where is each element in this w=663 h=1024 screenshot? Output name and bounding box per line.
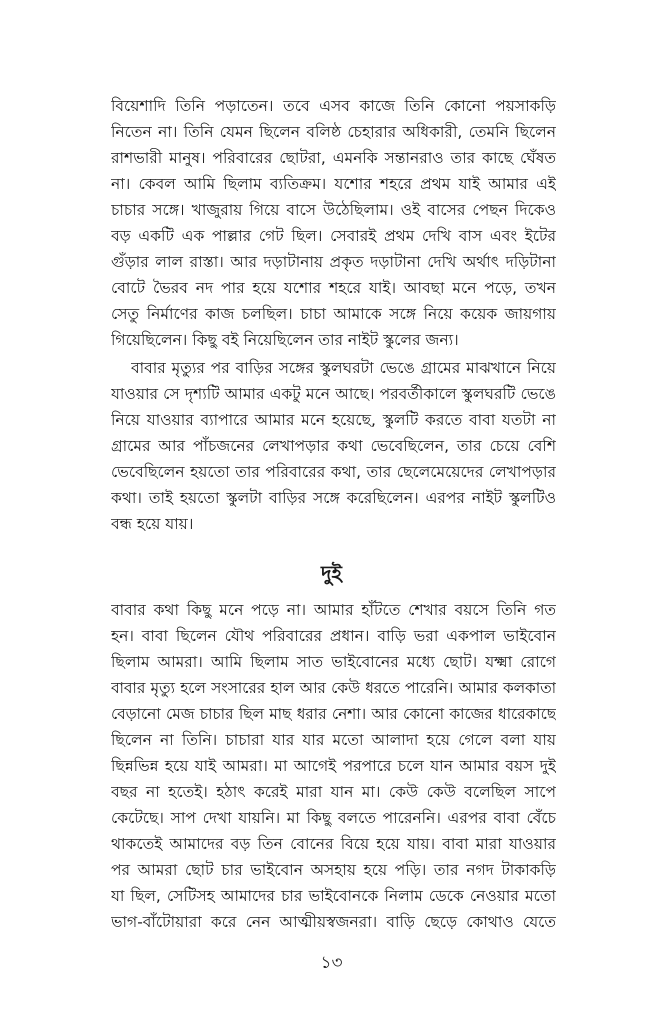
text-line: বছর না হতেই। হঠাৎ করেই মারা যান মা। কেউ কেউ বলেছিল সাপে [111,783,556,801]
text-line: চাচার সঙ্গে। খাজুরায় গিয়ে বাসে উঠেছিলাম। ওই বাসের পেছন দিকেও [111,201,556,219]
text-line: পর আমরা ছোট চার ভাইবোন অসহায় হয়ে পড়ি। তার নগদ টাকাকড়ি [111,861,556,879]
text-line: যা ছিল, সেটিসহ আমাদের চার ভাইবোনকে নিলাম ডেকে নেওয়ার মতো [111,887,556,905]
text-line: রাশভারী মানুষ। পরিবারের ছোটরা, এমনকি সন্তানরাও তার কাছে ঘেঁষত [111,149,556,167]
text-line: সেতু নির্মাণের কাজ চলছিল। চাচা আমাকে সঙ্গে নিয়ে কয়েক জায়গায় [111,305,556,323]
text-line: নিতেন না। তিনি যেমন ছিলেন বলিষ্ঠ চেহারার অধিকারী, তেমনি ছিলেন [111,123,556,141]
text-line: গ্রামের আর পাঁচজনের লেখাপড়ার কথা ভেবেছিলেন, তার চেয়ে বেশি [111,437,556,455]
text-line: নিয়ে যাওয়ার ব্যাপারে আমার মনে হয়েছে, স্কুলটি করতে বাবা যতটা না [111,411,556,429]
page-number: ১৩ [320,953,343,973]
text-line: বাবার মৃত্যু হলে সংসারের হাল আর কেউ ধরতে পারেনি। আমার কলকাতা [111,679,556,697]
text-line: গিয়েছিলেন। কিছু বই নিয়েছিলেন তার নাইট স্কুলের জন্য। [111,331,459,349]
text-line: বন্ধ হয়ে যায়। [111,515,194,533]
text-line: বাবার কথা কিছু মনে পড়ে না। আমার হাঁটতে শেখার বয়সে তিনি গত [111,601,556,619]
text-line: কথা। তাই হয়তো স্কুলটা বাড়ির সঙ্গে করেছিলেন। এরপর নাইট স্কুলটিও [111,489,556,507]
text-line: ছিলেন না তিনি। চাচারা যার যার মতো আলাদা হয়ে গেলে বলা যায় [111,731,556,749]
text-line: গুঁড়ার লাল রাস্তা। আর দড়াটানায় প্রকৃত দড়াটানা দেখি অর্থাৎ দড়িটানা [111,253,556,271]
text-line: ভেবেছিলেন হয়তো তার পরিবারের কথা, তার ছেলেমেয়েদের লেখাপড়ার [111,463,556,481]
text-line: বোটে ভৈরব নদ পার হয়ে যশোর শহরে যাই। আবছা মনে পড়ে, তখন [111,279,556,297]
chapter-heading: দুই [321,561,342,585]
text-line: ভাগ-বাঁটোয়ারা করে নেন আত্মীয়স্বজনরা। বাড়ি ছেড়ে কোথাও যেতে [111,913,556,931]
text-line: যাওয়ার সে দৃশ্যটি আমার একটু মনে আছে। পরবর্তীকালে স্কুলঘরটি ভেঙে [111,385,556,403]
text-line: না। কেবল আমি ছিলাম ব্যতিক্রম। যশোর শহরে প্রথম যাই আমার এই [111,175,556,193]
text-line: ছিলাম আমরা। আমি ছিলাম সাত ভাইবোনের মধ্যে ছোট। যক্ষ্মা রোগে [111,653,556,671]
text-line: থাকতেই আমাদের বড় তিন বোনের বিয়ে হয়ে যায়। বাবা মারা যাওয়ার [111,835,556,853]
text-line: বিয়েশাদি তিনি পড়াতেন। তবে এসব কাজে তিনি কোনো পয়সাকড়ি [111,97,556,115]
text-line: বড় একটি এক পাল্লার গেট ছিল। সেবারই প্রথম দেখি বাস এবং ইটের [111,227,556,245]
text-line: বেড়ানো মেজ চাচার ছিল মাছ ধরার নেশা। আর কোনো কাজের ধারেকাছে [111,705,556,723]
text-line: ছিন্নভিন্ন হয়ে যাই আমরা। মা আগেই পরপারে চলে যান আমার বয়স দুই [111,757,556,775]
text-line: বাবার মৃত্যুর পর বাড়ির সঙ্গের স্কুলঘরটা ভেঙে গ্রামের মাঝখানে নিয়ে [131,359,556,377]
text-line: কেটেছে। সাপ দেখা যায়নি। মা কিছু বলতে পারেননি। এরপর বাবা বেঁচে [111,809,556,827]
text-line: হন। বাবা ছিলেন যৌথ পরিবারের প্রধান। বাড়ি ভরা একপাল ভাইবোন [111,627,556,645]
